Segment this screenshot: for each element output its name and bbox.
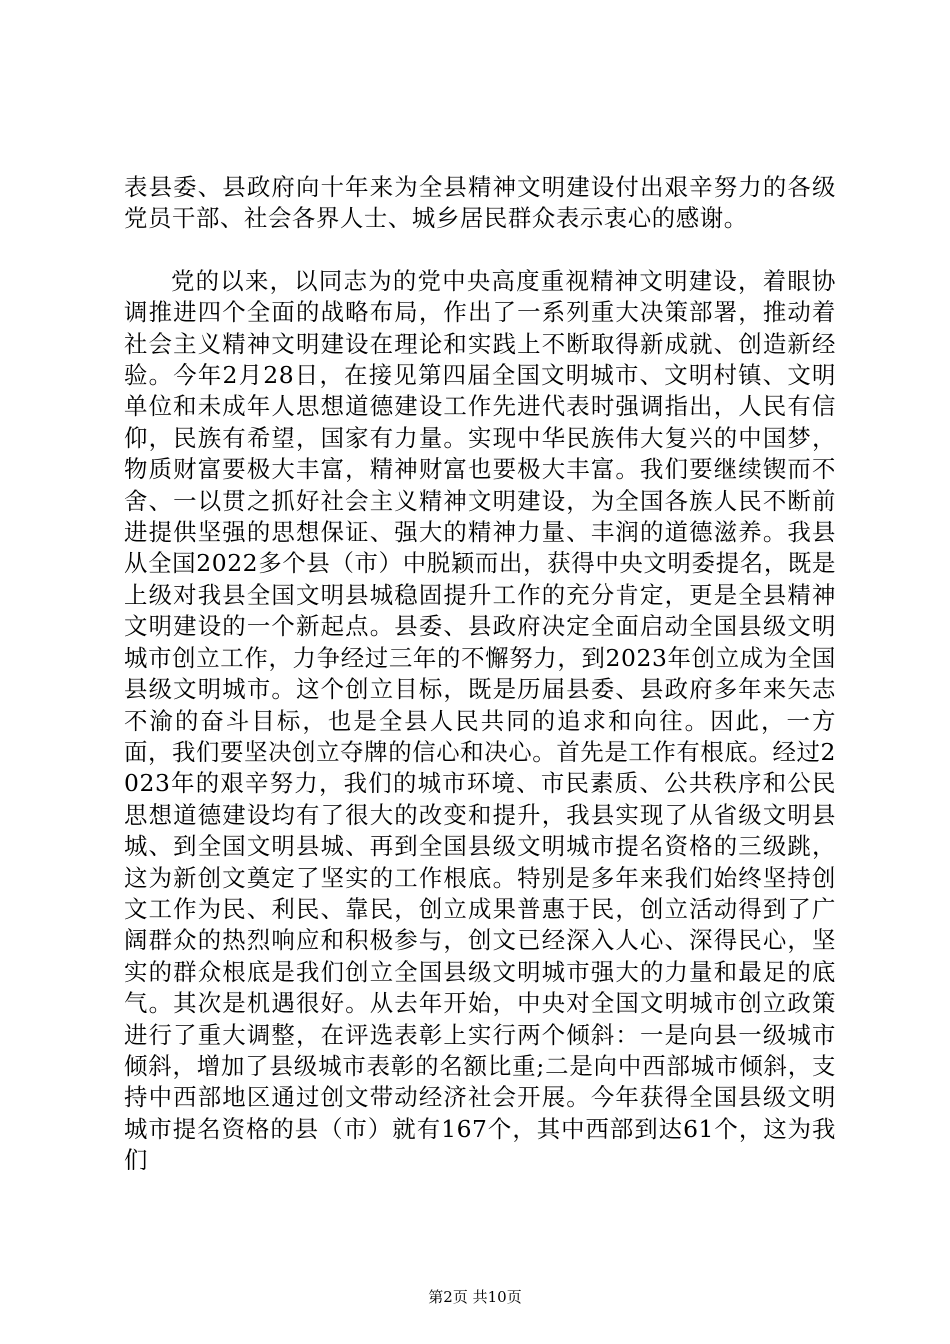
page-number-footer: 第2页 共10页: [428, 1288, 522, 1306]
document-body: [124, 172, 836, 1177]
paragraph-1: 表县委、县政府向十年来为全县精神文明建设付出艰辛努力的各级党员干部、社会各界人士、城乡居民群众表示衷心的感谢。: [124, 173, 836, 233]
paragraph-gap: [124, 235, 836, 266]
paragraph-2: 党的以来，以同志为的党中央高度重视精神文明建设，着眼协调推进四个全面的战略布局，作出了一系列重大决策部署，推动着社会主义精神文明建设在理论和实践上不断取得新成就、创造新经验。今年2月28日，在接见第四届全国文明城市、文明村镇、文明单位和未成年人思想道德建设工作先进代表时强调指出，人民有信仰，民族有希望，国家有力量。实现中华民族伟大复兴的中国梦，物质财富要极大丰富，精神财富也要极大丰富。我们要继续锲而不舍、一以贯之抓好社会主义精神文明建设，为全国各族人民不断前进提供坚强的思想保证、强大的精神力量、丰润的道德滋养。我县从全国2022多个县（市）中脱颖而出，获得中央文明委提名，既是上级对我县全国文明县城稳固提升工作的充分肯定，更是全县精神文明建设的一个新起点。县委、县政府决定全面启动全国县级文明城市创立工作，力争经过三年的不懈努力，到2023年创立成为全国县级文明城市。这个创立目标，既是历届县委、县政府多年来矢志不渝的奋斗目标，也是全县人民共同的追求和向往。因此，一方面，我们要坚决创立夺牌的信心和决心。首先是工作有根底。经过2023年的艰辛努力，我们的城市环境、市民素质、公共秩序和公民思想道德建设均有了很大的改变和提升，我县实现了从省级文明县城、到全国文明县城、再到全国县级文明城市提名资格的三级跳，这为新创文奠定了坚实的工作根底。特别是多年来我们始终坚持创文工作为民、利民、靠民，创立成果普惠于民，创立活动得到了广阔群众的热烈响应和积极参与，创文已经深入人心、深得民心，坚实的群众根底是我们创立全国县级文明城市强大的力量和最足的底气。其次是机遇很好。从去年开始，中央对全国文明城市创立政策进行了重大调整，在评选表彰上实行两个倾斜：一是向县一级城市倾斜，增加了县级城市表彰的名额比重;二是向中西部城市倾斜，支持中西部地区通过创文带动经济社会开展。今年获得全国县级文明城市提名资格的县（市）就有167个，其中西部到达61个，这为我们: [124, 266, 836, 1175]
